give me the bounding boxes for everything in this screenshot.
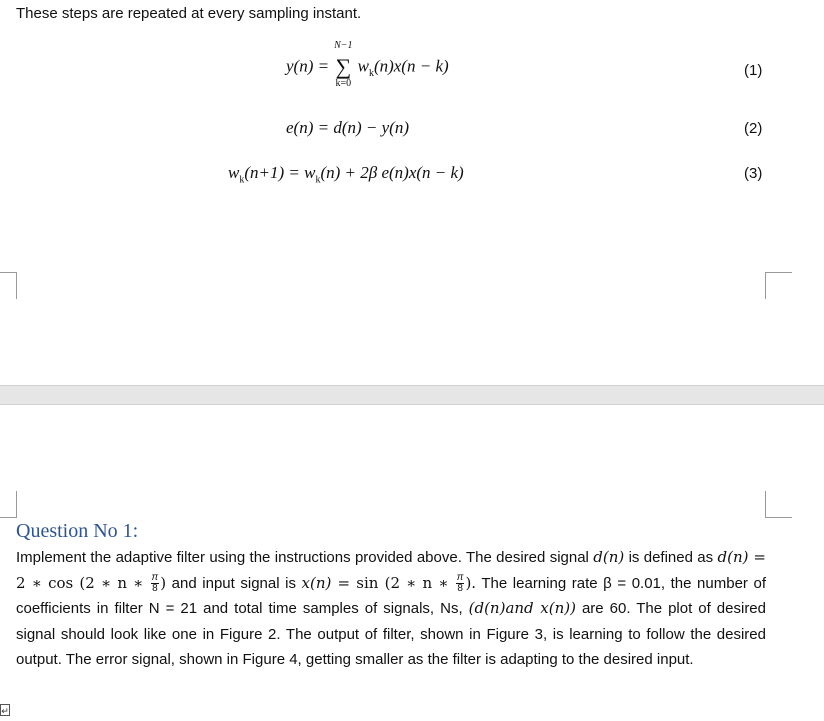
intro-text: These steps are repeated at every sampling instant.	[16, 5, 362, 22]
pi-over-8-fraction: $\frac{\pi}{8}$	[151, 572, 159, 595]
eq1-w: w	[357, 56, 369, 76]
equation-1: y(n) = N−1 ∑ k=0 $w_k(n)x(n - k)$	[286, 40, 449, 89]
paragraph-anchor-icon[interactable]: ↵	[1, 706, 9, 716]
crop-mark-bottom-left	[0, 272, 17, 299]
sum-lower-limit: k=0	[335, 78, 352, 89]
page-gap	[0, 385, 824, 405]
crop-mark-bottom-right	[765, 272, 792, 299]
question-title: Question No 1:	[16, 520, 139, 542]
equation-3-number: (3)	[744, 165, 763, 182]
summation: N−1 ∑ k=0	[334, 40, 353, 89]
question-paragraph: Implement the adaptive filter using the instructions provided above. The desired signal d(n) is defined as d(n) = 2 ∗ cos (2 ∗ n ∗ $\frac{\pi}{8}$ ) and input signal is x(n) = sin (2 ∗ n ∗ $\frac{\pi}{8}$ ). The learning rate β = 0.01, the number of coefficients in filter N = 21 and total time samples of signals, Ns, (d(n)and x(n)) are 60. The plot of desired signal should look like one in Figure 2. The output of filter, shown in Figure 3, is learning to follow the desired output. The error signal, shown in Figure 4, getting smaller as the filter is adapting to the desired input.	[16, 548, 767, 668]
eq1-lhs: y(n) =	[286, 56, 330, 76]
pi-over-8-fraction: $\frac{\pi}{8}$	[456, 572, 464, 595]
crop-mark-top-left	[0, 491, 17, 518]
sum-upper-limit: N−1	[334, 40, 353, 51]
eq1-rest: (n)x(n − k)	[373, 56, 449, 76]
equation-2: e(n) = d(n) − y(n)	[286, 118, 410, 137]
equation-3: $w_k(n+1) = w_k(n) + 2\beta$ e(n)x(n − k)	[228, 163, 464, 186]
equation-2-number: (2)	[744, 120, 763, 137]
crop-mark-top-right	[765, 491, 792, 518]
equation-1-number: (1)	[744, 62, 763, 79]
